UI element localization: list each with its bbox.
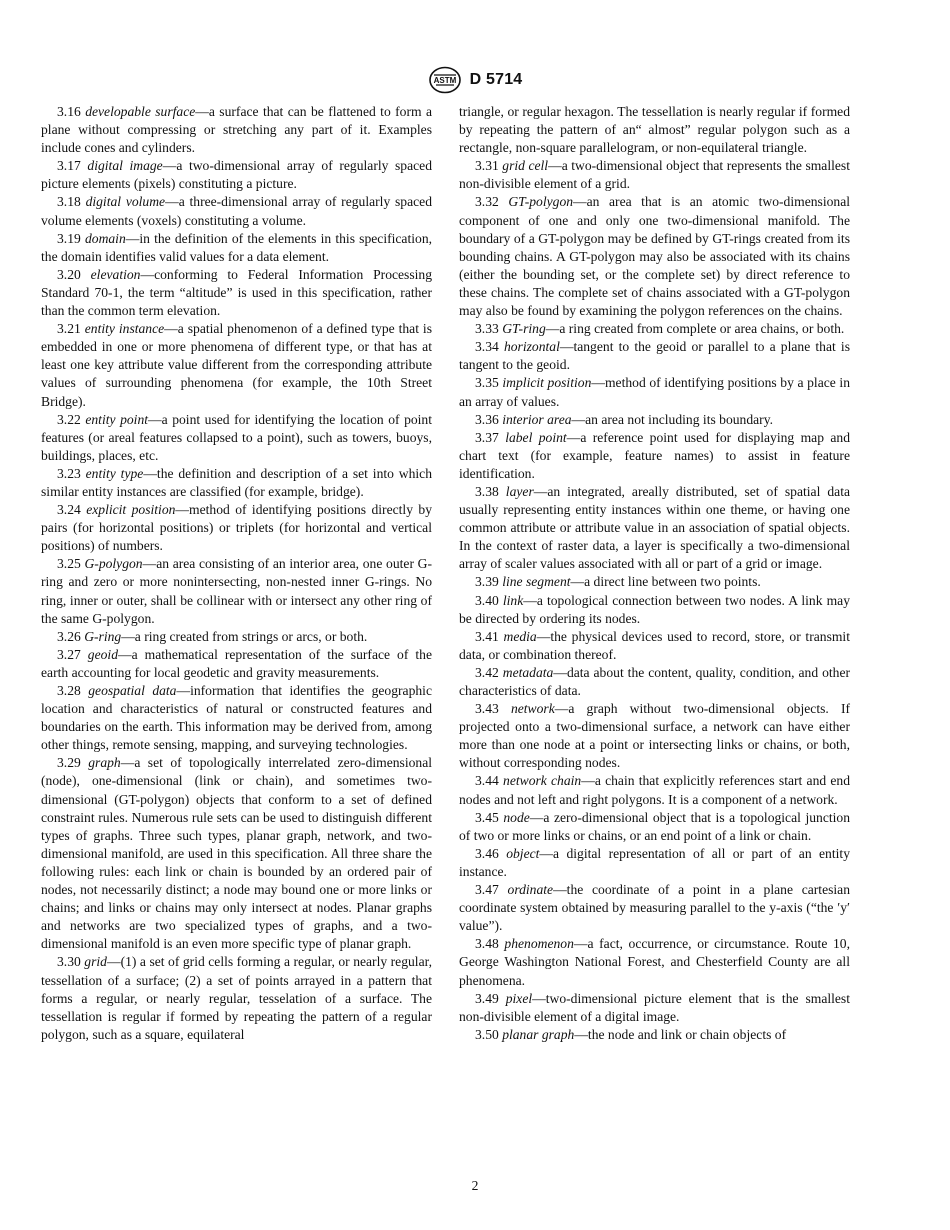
- entry-definition: —the physical devices used to record, store, or transmit data, or combination thereof.: [459, 628, 850, 662]
- page-header: [0, 66, 950, 94]
- entry-term: metadata: [502, 664, 554, 680]
- entry-number: 3.39: [475, 574, 503, 590]
- entry-term: digital image: [87, 158, 163, 174]
- left-column: [41, 103, 432, 1044]
- entry-definition: —a digital representation of all or part of an entity instance.: [459, 845, 850, 879]
- entry-term: horizontal: [503, 339, 560, 355]
- definition-entry: [459, 338, 850, 374]
- definition-entry: [41, 320, 432, 410]
- entry-definition: —the coordinate of a point in a plane cartesian coordinate system obtained by measuring parallel to the y-axis (“the ′y′ value”).: [459, 882, 851, 934]
- entry-definition: —tangent to the geoid or parallel to a plane that is tangent to the geoid.: [459, 339, 851, 373]
- entry-term: GT-polygon: [508, 194, 574, 210]
- entry-number: 3.21: [57, 321, 85, 337]
- definition-entry: [459, 664, 850, 700]
- entry-number: 3.36: [475, 411, 503, 427]
- entry-term: line segment: [502, 574, 571, 590]
- entry-definition: —a topological connection between two nodes. A link may be directed by ordering its nodes.: [459, 592, 850, 626]
- entry-definition: —an area not including its boundary.: [571, 411, 774, 427]
- entry-definition: —in the definition of the elements in this specification, the domain identifies valid values for a data element.: [41, 230, 433, 264]
- definition-entry: [459, 990, 850, 1026]
- entry-number: 3.23: [57, 465, 86, 481]
- entry-definition: —a set of topologically interrelated zero-dimensional (node), one-dimensional (link or chain), and sometimes two-dimensional (GT-polygon) objects that conform to a set of defined constraint rules. Numerous rule sets can be used to distinguish different types of graphs. Three such types, planar graph, network, and two-dimensional manifold, are used in this specification. All three share the following rules: each link or chain is bounded by an ordered pair of nodes, not necessarily distinct; a node may bound one or more links or chains; and links or chains may only intersect at nodes. Planar graphs and networks are two specialized types of graphs, and a two-dimensional manifold is an even more specific type of planar graph.: [41, 755, 433, 952]
- entry-definition: —two-dimensional picture element that is the smallest non-divisible element of a digital image.: [459, 990, 851, 1024]
- entry-term: GT-ring: [502, 321, 546, 337]
- definition-entry: [459, 700, 850, 772]
- entry-number: 3.26: [57, 628, 85, 644]
- entry-number: 3.44: [475, 773, 504, 789]
- definition-entry: [41, 266, 432, 320]
- definition-entry: [459, 573, 850, 591]
- entry-definition: —a surface that can be flattened to form a plane without compressing or stretching any part of it. Examples include cones and cylinders.: [41, 104, 432, 156]
- entry-definition: —conforming to Federal Information Processing Standard 70-1, the term “altitude” is used in this specification, rather than the common term elevation.: [41, 266, 433, 319]
- entry-number: 3.33: [475, 321, 503, 337]
- entry-definition: —a zero-dimensional object that is a topological junction of two or more links or chains, or an end point of a link or chain.: [459, 809, 850, 843]
- entry-term: planar graph: [502, 1026, 575, 1042]
- definition-entry: [459, 483, 850, 573]
- definition-entry: [459, 374, 850, 410]
- entry-number: 3.30: [57, 954, 85, 970]
- definition-entry: [41, 465, 432, 501]
- entry-definition: —information that identifies the geographic location and characteristics of natural or constructed features and boundaries on the earth. This information may be derived from, among other things, remote sensing, mapping, and surveying technologies.: [41, 683, 432, 753]
- entry-definition: —a fact, occurrence, or circumstance. Route 10, George Washington National Forest, and Chesterfield County are all phenomena.: [459, 936, 850, 988]
- entry-term: domain: [84, 230, 126, 246]
- entry-term: G-ring: [84, 628, 122, 644]
- entry-number: 3.16: [57, 104, 86, 119]
- entry-number: 3.20: [57, 266, 91, 282]
- entry-number: 3.41: [475, 628, 504, 644]
- definition-entry: [41, 230, 432, 266]
- entry-term: entity instance: [84, 321, 165, 337]
- entry-number: 3.48: [475, 936, 505, 952]
- entry-term: geoid: [87, 646, 118, 662]
- definition-entry: [459, 1026, 850, 1044]
- astm-logo-icon: [428, 66, 462, 94]
- definition-entry: [41, 953, 432, 1043]
- entry-term: digital volume: [85, 194, 166, 210]
- entry-number: 3.28: [57, 683, 89, 698]
- definition-entry: [459, 592, 850, 628]
- definition-entry: [41, 193, 432, 229]
- page-number: 2: [471, 1178, 479, 1193]
- entry-number: 3.22: [57, 411, 86, 427]
- entry-term: node: [503, 809, 530, 825]
- entry-number: 3.29: [57, 755, 89, 771]
- entry-term: label point: [505, 429, 567, 445]
- definition-entry: [41, 157, 432, 193]
- entry-term: developable surface: [85, 104, 196, 119]
- entry-number: 3.25: [57, 556, 85, 572]
- definition-entry: [41, 646, 432, 682]
- definition-entry: [41, 555, 432, 627]
- entry-number: 3.50: [475, 1026, 503, 1042]
- definition-entry: [459, 157, 850, 193]
- entry-number: 3.38: [475, 483, 506, 499]
- entry-term: object: [506, 845, 540, 861]
- entry-number: 3.31: [475, 158, 503, 174]
- entry-term: grid: [84, 954, 107, 970]
- entry-definition: —an integrated, areally distributed, set of spatial data usually representing entity instances within one theme, or having one common attribute or attribute value in an association of spatial objects. In the context of raster data, a layer is specifically a two-dimensional array of scaler values associated with all or part of a grid or image.: [459, 483, 851, 572]
- entry-term: graph: [88, 755, 121, 771]
- entry-definition: —an area that is an atomic two-dimensional component of one and only one two-dimensional manifold. The boundary of a GT-polygon may be defined by GT-rings created from its bounding chains. A GT-polygon may also be associated with its chains (either the bounding set, or the complete set) by direct reference to these chains. The complete set of chains associated with a GT-polygon may also be found by examining the polygon references on the chains.: [459, 194, 850, 319]
- definition-entry: [459, 411, 850, 429]
- entry-definition: —an area consisting of an interior area, one outer G-ring and zero or more nonintersecting, non-nested inner G-rings. No ring, inner or outer, shall be collinear with or intersect any other ring of the same G-polygon.: [41, 556, 432, 626]
- entry-definition: —the node and link or chain objects of: [574, 1026, 787, 1042]
- definition-entry: [459, 809, 850, 845]
- definition-entry: [41, 682, 432, 754]
- definition-entry: [459, 845, 850, 881]
- entry-number: 3.40: [475, 592, 503, 608]
- entry-number: 3.43: [475, 701, 511, 717]
- definition-entry: [459, 935, 850, 989]
- entry-number: 3.19: [57, 230, 85, 246]
- definition-entry: [459, 772, 850, 808]
- definition-entry: [459, 429, 850, 483]
- entry-definition: —a three-dimensional array of regularly spaced volume elements (voxels) constituting a volume.: [41, 194, 432, 228]
- entry-term: pixel: [505, 990, 533, 1006]
- document-code: D 5714: [469, 71, 523, 88]
- entry-number: 3.49: [475, 990, 506, 1006]
- entry-definition: —a ring created from complete or area chains, or both.: [545, 321, 845, 337]
- entry-number: 3.46: [475, 845, 507, 861]
- entry-definition: —a direct line between two points.: [570, 574, 761, 590]
- definition-entry: [41, 411, 432, 465]
- entry-term: elevation: [90, 266, 141, 282]
- entry-term: grid cell: [502, 158, 549, 174]
- entry-definition: —a point used for identifying the location of point features (or areal features collapsed to a point), such as towers, buoys, buildings, places, etc.: [41, 411, 433, 463]
- entry-definition: —data about the content, quality, condition, and other characteristics of data.: [459, 664, 851, 698]
- definition-entry: [459, 628, 850, 664]
- entry-number: 3.34: [475, 339, 504, 355]
- entry-term: ordinate: [507, 882, 554, 898]
- entry-term: layer: [505, 483, 534, 499]
- right-column: [459, 103, 850, 1044]
- entry-number: 3.18: [57, 194, 86, 210]
- entry-definition: —a graph without two-dimensional objects. If projected onto a two-dimensional surface, a network can have either more than one node at a point or intersecting links or chains, or both, without corresponding nodes.: [459, 701, 850, 771]
- entry-number: 3.24: [57, 502, 87, 518]
- entry-definition: —a ring created from strings or arcs, or both.: [121, 628, 368, 644]
- definition-entry: [41, 501, 432, 555]
- entry-definition: —the definition and description of a set into which similar entity instances are classified (for example, bridge).: [41, 465, 433, 499]
- entry-term: entity type: [85, 465, 144, 481]
- entry-definition: —method of identifying positions by a place in an array of values.: [459, 375, 851, 409]
- entry-definition: —a reference point used for displaying map and chart text (for example, feature names) to assist in feature identification.: [459, 429, 851, 481]
- entry-definition: —(1) a set of grid cells forming a regular, or nearly regular, tessellation of a surface; (2) a set of points arrayed in a pattern that forms a regular, or nearly regular, tesselation of a surface. The tessellation is regular if formed by repeating the pattern of a regular polygon, such as a square, equilateral: [41, 954, 433, 1042]
- entry-term: interior area: [502, 411, 572, 427]
- entry-term: entity point: [85, 411, 149, 427]
- definition-entry: [41, 103, 432, 157]
- entry-number: 3.42: [475, 664, 503, 680]
- entry-number: 3.32: [475, 194, 509, 210]
- entry-term: geospatial data: [88, 683, 177, 698]
- entry-term: link: [502, 592, 524, 608]
- entry-term: implicit position: [502, 375, 592, 391]
- entry-term: G-polygon: [84, 556, 143, 572]
- entry-definition: —a spatial phenomenon of a defined type that is embedded in one or more phenomena of different type, or that has at least one key attribute value different from the corresponding attribute values of surrounding phenomena (for example, the 10th Street Bridge).: [41, 321, 432, 409]
- entry-term: network: [510, 701, 555, 717]
- entry-term: phenomenon: [504, 936, 574, 952]
- definition-entry: [41, 754, 432, 953]
- entry-definition: —method of identifying positions directly by pairs (for horizontal positions) or triplets (for horizontal and vertical positions) of numbers.: [41, 502, 433, 554]
- entry-number: 3.17: [57, 158, 88, 174]
- definition-entry: [459, 320, 850, 338]
- entry-definition: —a chain that explicitly references start and end nodes and not left and right polygons. It is a component of a network.: [459, 773, 851, 807]
- entry-number: 3.47: [475, 882, 508, 898]
- entry-definition: —a two-dimensional object that represents the smallest non-divisible element of a grid.: [459, 158, 850, 192]
- definition-entry: [41, 628, 432, 646]
- entry-term: network chain: [503, 773, 582, 789]
- definition-entry: [459, 193, 850, 320]
- entry-definition: —a two-dimensional array of regularly spaced picture elements (pixels) constituting a picture.: [41, 158, 432, 192]
- entry-number: 3.27: [57, 646, 88, 662]
- entry-term: explicit position: [86, 502, 176, 518]
- entry-definition: —a mathematical representation of the surface of the earth accounting for local geodetic and gravity measurements.: [41, 646, 432, 680]
- right-column-entries: [459, 157, 850, 1044]
- entry-number: 3.35: [475, 375, 503, 391]
- entry-term: media: [503, 628, 537, 644]
- entry-number: 3.37: [475, 429, 506, 445]
- continuation-paragraph: triangle, or regular hexagon. The tessellation is nearly regular if formed by repeating the pattern of an“ almost” regular polygon such as a rectangle, non-square parallelogram, or non-equilateral triangle.: [459, 104, 850, 156]
- entry-number: 3.45: [475, 809, 504, 825]
- logo-text: ASTM: [433, 76, 456, 86]
- definition-entry: [459, 881, 850, 935]
